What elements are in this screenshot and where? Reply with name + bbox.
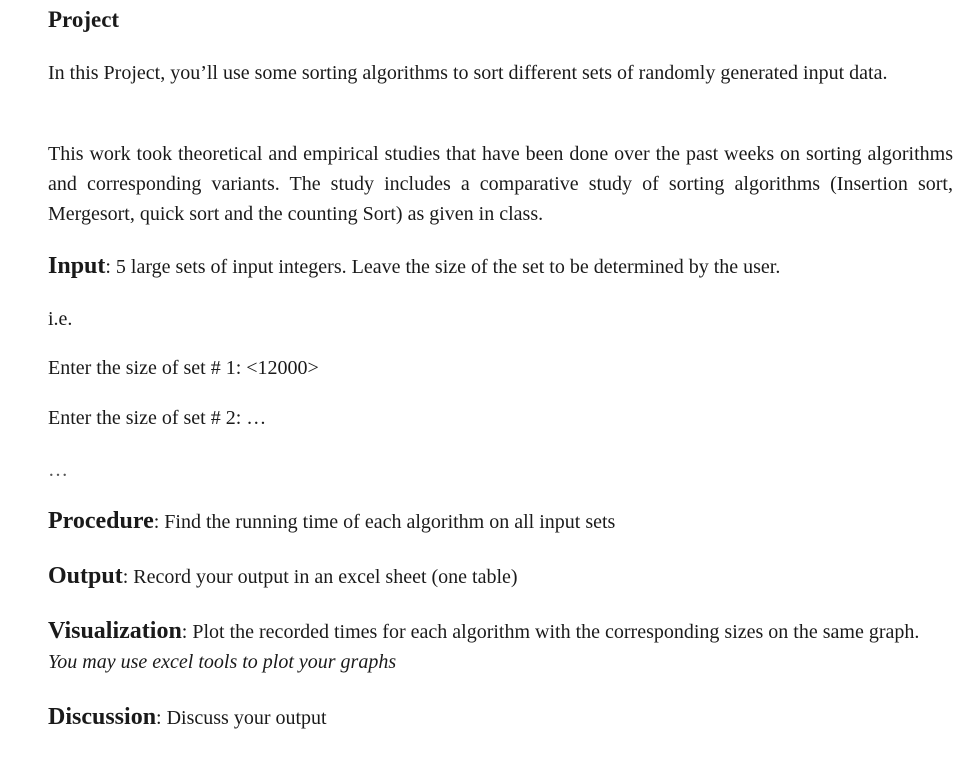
output-label: Output — [48, 563, 123, 589]
example-set-2: Enter the size of set # 2: … — [48, 407, 267, 429]
input-section — [48, 251, 780, 282]
procedure-section — [48, 506, 615, 537]
input-text: : 5 large sets of input integers. Leave the size of the set to be determined by the user. — [105, 256, 781, 278]
example-set-1: Enter the size of set # 1: <12000> — [48, 357, 319, 379]
discussion-text: : Discuss your output — [156, 707, 327, 729]
intro-paragraph: In this Project, you’ll use some sorting algorithms to sort different sets of randomly generated input data. — [48, 62, 888, 84]
ie-text: i.e. — [48, 308, 73, 330]
input-label: Input — [48, 253, 106, 279]
procedure-label: Procedure — [48, 508, 154, 534]
visualization-italic-note: You may use excel tools to plot your graphs — [48, 651, 397, 673]
document-title: Project — [48, 7, 120, 32]
study-paragraph: This work took theoretical and empirical studies that have been done over the past weeks on sorting algorithms and corresponding variants. The study includes a comparative study of sorting algorithms (Insertion sort, Mergesort, quick sort and the counting Sort) as given in class. — [48, 143, 953, 225]
ellipsis-text: … — [48, 459, 68, 481]
visualization-label: Visualization — [48, 618, 182, 644]
output-text: : Record your output in an excel sheet (one table) — [122, 566, 518, 588]
visualization-text: : Plot the recorded times for each algorithm with the corresponding sizes on the same graph. — [181, 621, 920, 643]
procedure-text: : Find the running time of each algorithm on all input sets — [153, 511, 616, 533]
visualization-section — [48, 616, 953, 677]
output-section — [48, 561, 518, 592]
discussion-label: Discussion — [48, 704, 157, 730]
discussion-section — [48, 702, 327, 733]
